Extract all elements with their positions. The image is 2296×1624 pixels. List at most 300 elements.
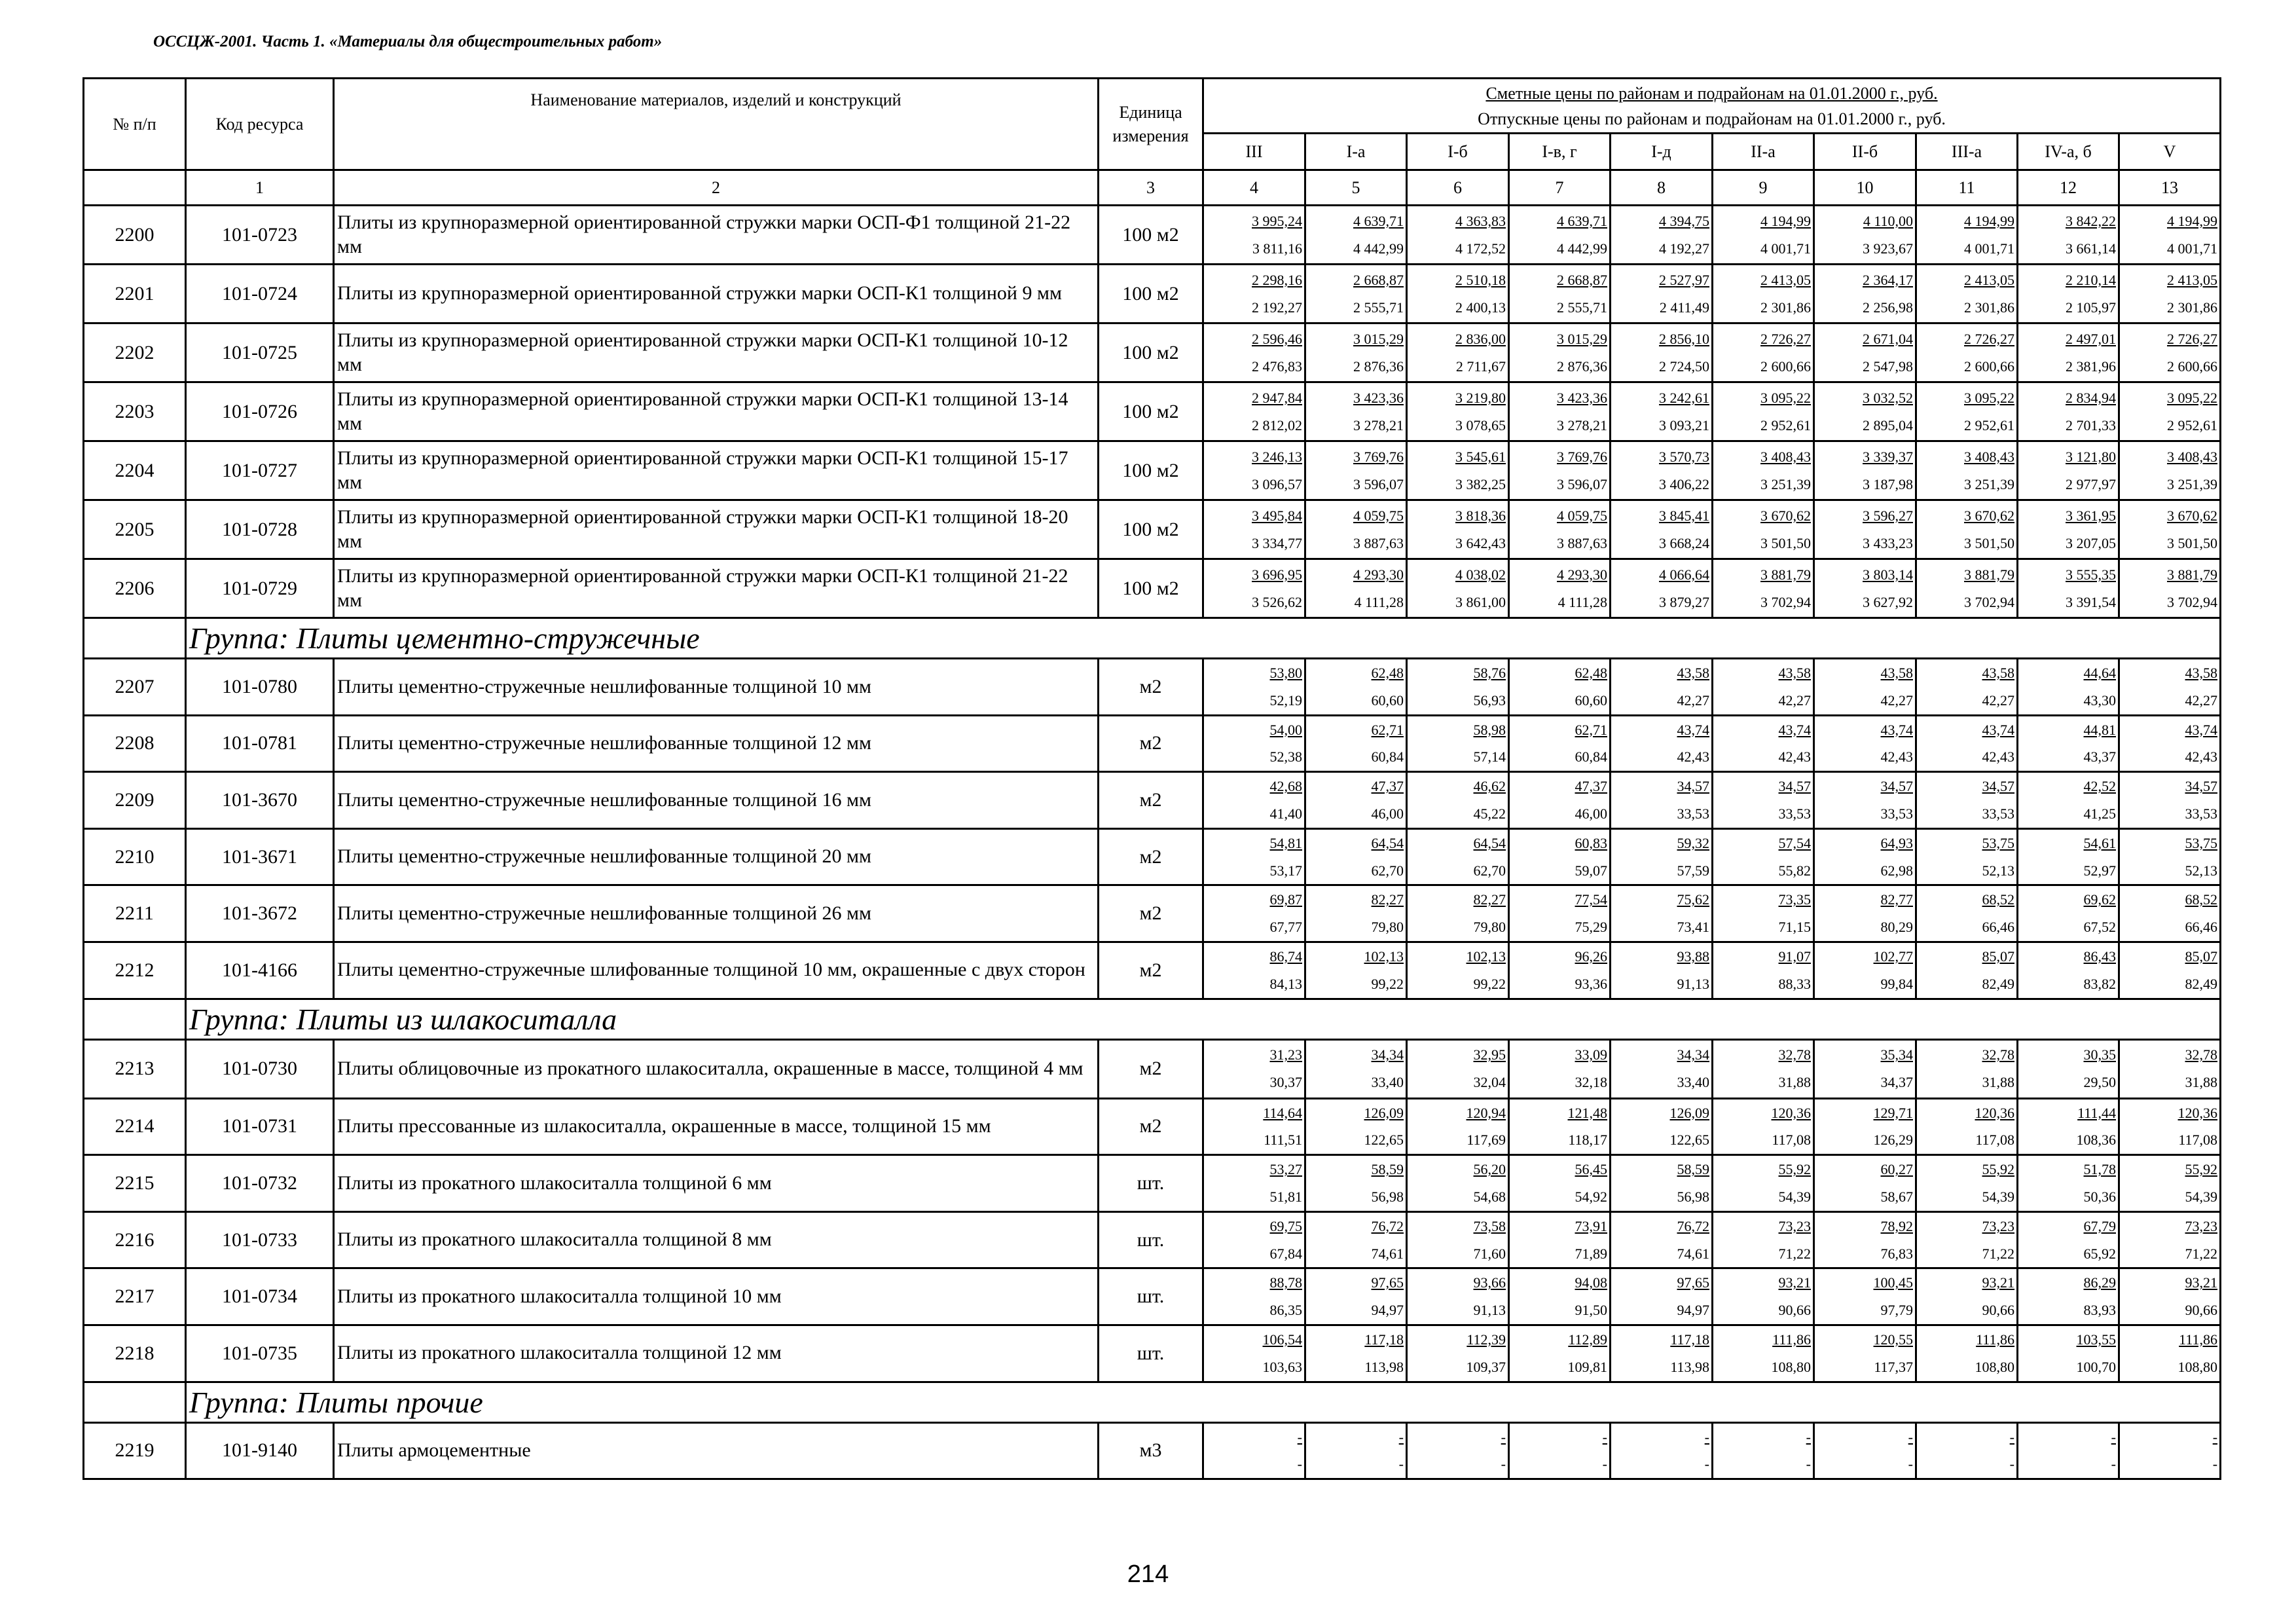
price-cell bbox=[1305, 1098, 1407, 1155]
row-number: 2206 bbox=[84, 559, 186, 618]
price-cell bbox=[1814, 1268, 1916, 1325]
price-cell bbox=[1509, 559, 1611, 618]
estimate-price: 102,13 bbox=[1364, 948, 1404, 965]
estimate-price: 120,36 bbox=[2178, 1104, 2218, 1121]
estimate-price: - bbox=[1297, 1428, 1302, 1445]
price-cell bbox=[2018, 382, 2119, 441]
estimate-price: 102,13 bbox=[1466, 948, 1506, 965]
estimate-price: 97,65 bbox=[1371, 1274, 1404, 1291]
release-price: 4 001,71 bbox=[1964, 240, 2014, 257]
estimate-price: 4 639,71 bbox=[1353, 212, 1404, 229]
price-cell bbox=[1916, 885, 2018, 942]
price-cell bbox=[1407, 206, 1509, 265]
release-price: 67,77 bbox=[1269, 919, 1302, 936]
estimate-price: 76,72 bbox=[1371, 1217, 1404, 1234]
header-region: IV-а, б bbox=[2018, 134, 2119, 170]
estimate-price: 106,54 bbox=[1262, 1331, 1302, 1348]
header-unit: Единица измерения bbox=[1099, 79, 1203, 170]
table-row bbox=[84, 659, 2221, 716]
unit-of-measure: м3 bbox=[1099, 1422, 1203, 1479]
release-price: 74,61 bbox=[1677, 1245, 1709, 1262]
estimate-price: 4 194,99 bbox=[1964, 212, 2014, 229]
price-cell bbox=[1509, 323, 1611, 382]
release-price: 2 192,27 bbox=[1252, 299, 1302, 316]
material-name: Плиты из крупноразмерной ориентированной стружки марки ОСП-К1 толщиной 9 мм bbox=[334, 265, 1099, 323]
price-cell bbox=[1305, 828, 1407, 885]
estimate-price: 69,62 bbox=[2083, 891, 2116, 908]
estimate-price: 34,57 bbox=[2185, 778, 2218, 795]
estimate-price: 4 059,75 bbox=[1557, 507, 1607, 524]
release-price: 108,36 bbox=[2076, 1132, 2116, 1149]
unit-of-measure: м2 bbox=[1099, 772, 1203, 829]
estimate-price: 58,98 bbox=[1473, 721, 1506, 738]
price-cell bbox=[2018, 500, 2119, 559]
price-cell bbox=[1407, 559, 1509, 618]
estimate-price: 3 696,95 bbox=[1252, 566, 1302, 583]
estimate-price: 94,08 bbox=[1575, 1274, 1607, 1291]
price-cell bbox=[2119, 772, 2221, 829]
release-price: 90,66 bbox=[1982, 1302, 2014, 1319]
release-price: 4 192,27 bbox=[1659, 240, 1709, 257]
price-cell bbox=[1509, 1039, 1611, 1098]
release-price: 2 812,02 bbox=[1252, 416, 1302, 434]
estimate-price: 64,54 bbox=[1473, 834, 1506, 851]
price-cell bbox=[1814, 1325, 1916, 1382]
release-price: 3 596,07 bbox=[1557, 475, 1607, 492]
estimate-price: 43,74 bbox=[1982, 721, 2014, 738]
price-cell bbox=[1713, 1155, 1814, 1212]
release-price: 33,53 bbox=[1677, 805, 1709, 822]
estimate-price: 3 570,73 bbox=[1659, 448, 1709, 465]
material-name: Плиты прессованные из шлакоситалла, окрашенные в массе, толщиной 15 мм bbox=[334, 1098, 1099, 1155]
release-price: 4 001,71 bbox=[2167, 240, 2218, 257]
price-cell bbox=[1305, 885, 1407, 942]
estimate-price: 3 670,62 bbox=[1964, 507, 2014, 524]
release-price: 79,80 bbox=[1371, 919, 1404, 936]
release-price: 3 702,94 bbox=[1964, 593, 2014, 610]
material-name: Плиты из крупноразмерной ориентированной стружки марки ОСП-К1 толщиной 10-12 мм bbox=[334, 323, 1099, 382]
estimate-price: 120,55 bbox=[1873, 1331, 1913, 1348]
price-cell bbox=[1509, 1155, 1611, 1212]
release-price: 54,39 bbox=[1982, 1188, 2014, 1205]
release-price: 62,70 bbox=[1371, 862, 1404, 879]
price-cell bbox=[1814, 942, 1916, 999]
release-price: 42,43 bbox=[1677, 748, 1709, 766]
release-price: 29,50 bbox=[2083, 1074, 2116, 1091]
estimate-price: 3 095,22 bbox=[1760, 389, 1811, 406]
price-cell bbox=[1407, 265, 1509, 323]
document-header: ОССЦЖ-2001. Часть 1. «Материалы для общестроительных работ» bbox=[153, 33, 663, 50]
column-number: 10 bbox=[1814, 170, 1916, 206]
resource-code: 101-0731 bbox=[186, 1098, 334, 1155]
release-price: 66,46 bbox=[1982, 919, 2014, 936]
unit-of-measure: м2 bbox=[1099, 885, 1203, 942]
release-price: 2 600,66 bbox=[1760, 358, 1811, 375]
price-cell bbox=[1916, 828, 2018, 885]
estimate-price: 31,23 bbox=[1269, 1046, 1302, 1063]
estimate-price: 126,09 bbox=[1669, 1104, 1709, 1121]
release-price: 109,81 bbox=[1567, 1358, 1607, 1375]
price-cell bbox=[1203, 1211, 1305, 1268]
estimate-price: 62,48 bbox=[1371, 665, 1404, 681]
unit-of-measure: шт. bbox=[1099, 1155, 1203, 1212]
release-price: 75,29 bbox=[1575, 919, 1607, 936]
estimate-price: 47,37 bbox=[1371, 778, 1404, 795]
row-number: 2212 bbox=[84, 942, 186, 999]
estimate-price: 56,45 bbox=[1575, 1161, 1607, 1178]
price-cell bbox=[1713, 265, 1814, 323]
group-row bbox=[84, 999, 2221, 1039]
group-spacer bbox=[84, 618, 186, 659]
estimate-price: 3 769,76 bbox=[1557, 448, 1607, 465]
estimate-price: - bbox=[2009, 1428, 2014, 1445]
price-cell bbox=[1611, 1098, 1713, 1155]
estimate-price: - bbox=[1602, 1428, 1607, 1445]
material-name: Плиты из крупноразмерной ориентированной стружки марки ОСП-К1 толщиной 13-14 мм bbox=[334, 382, 1099, 441]
row-number: 2218 bbox=[84, 1325, 186, 1382]
price-cell bbox=[1509, 500, 1611, 559]
price-cell bbox=[1203, 1155, 1305, 1212]
column-number: 7 bbox=[1509, 170, 1611, 206]
column-number: 11 bbox=[1916, 170, 2018, 206]
price-cell bbox=[1814, 1039, 1916, 1098]
release-price: 4 001,71 bbox=[1760, 240, 1811, 257]
estimate-price: 4 639,71 bbox=[1557, 212, 1607, 229]
column-number: 4 bbox=[1203, 170, 1305, 206]
price-cell bbox=[1814, 441, 1916, 500]
release-price: 3 251,39 bbox=[1964, 475, 2014, 492]
header-region: I-а bbox=[1305, 134, 1407, 170]
release-price: 42,27 bbox=[1982, 692, 2014, 709]
estimate-price: 54,00 bbox=[1269, 721, 1302, 738]
header-region: V bbox=[2119, 134, 2221, 170]
estimate-price: 3 881,79 bbox=[1964, 566, 2014, 583]
release-price: 2 952,61 bbox=[1760, 416, 1811, 434]
release-price: 99,22 bbox=[1473, 975, 1506, 992]
release-price: 60,84 bbox=[1575, 748, 1607, 766]
estimate-price: 3 845,41 bbox=[1659, 507, 1709, 524]
estimate-price: 55,92 bbox=[1778, 1161, 1811, 1178]
release-price: 113,98 bbox=[1364, 1358, 1404, 1375]
price-cell bbox=[1611, 441, 1713, 500]
release-price: 56,93 bbox=[1473, 692, 1506, 709]
price-cell bbox=[1407, 885, 1509, 942]
resource-code: 101-3672 bbox=[186, 885, 334, 942]
release-price: 42,27 bbox=[2185, 692, 2218, 709]
estimate-price: 85,07 bbox=[1982, 948, 2014, 965]
row-number: 2217 bbox=[84, 1268, 186, 1325]
estimate-price: 111,86 bbox=[1976, 1331, 2014, 1348]
price-cell bbox=[1509, 942, 1611, 999]
release-price: 2 476,83 bbox=[1252, 358, 1302, 375]
estimate-price: 44,81 bbox=[2083, 721, 2116, 738]
material-name: Плиты из прокатного шлакоситалла толщиной 12 мм bbox=[334, 1325, 1099, 1382]
release-price: 4 111,28 bbox=[1354, 593, 1404, 610]
estimate-price: 32,78 bbox=[1982, 1046, 2014, 1063]
estimate-price: 4 394,75 bbox=[1659, 212, 1709, 229]
estimate-price: 42,68 bbox=[1269, 778, 1302, 795]
release-price: 33,53 bbox=[1778, 805, 1811, 822]
price-cell bbox=[1203, 500, 1305, 559]
estimate-price: 54,81 bbox=[1269, 834, 1302, 851]
estimate-price: 129,71 bbox=[1873, 1104, 1913, 1121]
release-price: 117,37 bbox=[1874, 1358, 1913, 1375]
release-price: 60,60 bbox=[1575, 692, 1607, 709]
material-name: Плиты цементно-стружечные нешлифованные толщиной 10 мм bbox=[334, 659, 1099, 716]
estimate-price: 3 121,80 bbox=[2066, 448, 2116, 465]
price-cell bbox=[1203, 382, 1305, 441]
price-cell bbox=[2018, 265, 2119, 323]
estimate-price: 2 671,04 bbox=[1863, 330, 1913, 347]
price-cell bbox=[1611, 265, 1713, 323]
price-cell bbox=[1611, 828, 1713, 885]
header-column-numbers-row bbox=[84, 170, 2221, 206]
release-price: 2 876,36 bbox=[1353, 358, 1404, 375]
row-number: 2202 bbox=[84, 323, 186, 382]
release-price: 66,46 bbox=[2185, 919, 2218, 936]
resource-code: 101-0723 bbox=[186, 206, 334, 265]
price-table bbox=[82, 77, 2221, 1480]
resource-code: 101-0727 bbox=[186, 441, 334, 500]
estimate-price: 75,62 bbox=[1677, 891, 1709, 908]
price-cell bbox=[2018, 942, 2119, 999]
release-price: 31,88 bbox=[2185, 1074, 2218, 1091]
estimate-price: 43,58 bbox=[1982, 665, 2014, 681]
material-name: Плиты из прокатного шлакоситалла толщиной 10 мм bbox=[334, 1268, 1099, 1325]
price-cell bbox=[1305, 715, 1407, 772]
price-cell bbox=[1509, 206, 1611, 265]
resource-code: 101-9140 bbox=[186, 1422, 334, 1479]
price-cell bbox=[1916, 1039, 2018, 1098]
estimate-price: 121,48 bbox=[1567, 1104, 1607, 1121]
price-cell bbox=[1407, 1039, 1509, 1098]
estimate-price: 4 059,75 bbox=[1353, 507, 1404, 524]
estimate-price: 77,54 bbox=[1575, 891, 1607, 908]
table-row bbox=[84, 206, 2221, 265]
price-cell bbox=[1916, 942, 2018, 999]
release-price: - bbox=[2212, 1456, 2218, 1473]
estimate-price: 2 856,10 bbox=[1659, 330, 1709, 347]
estimate-price: 114,64 bbox=[1263, 1104, 1302, 1121]
table-row bbox=[84, 715, 2221, 772]
release-price: 50,36 bbox=[2083, 1188, 2116, 1205]
release-price: 60,60 bbox=[1371, 692, 1404, 709]
row-number: 2205 bbox=[84, 500, 186, 559]
price-cell bbox=[1305, 323, 1407, 382]
release-price: 2 600,66 bbox=[2167, 358, 2218, 375]
release-price: 43,37 bbox=[2083, 748, 2116, 766]
release-price: 97,79 bbox=[1880, 1302, 1913, 1319]
price-cell bbox=[1814, 1155, 1916, 1212]
header-region: I-в, г bbox=[1509, 134, 1611, 170]
release-price: 60,84 bbox=[1371, 748, 1404, 766]
price-cell bbox=[1305, 1422, 1407, 1479]
estimate-price: 62,71 bbox=[1575, 721, 1607, 738]
estimate-price: 3 670,62 bbox=[2167, 507, 2218, 524]
price-cell bbox=[1305, 1325, 1407, 1382]
estimate-price: 32,95 bbox=[1473, 1046, 1506, 1063]
price-cell bbox=[1203, 942, 1305, 999]
resource-code: 101-4166 bbox=[186, 942, 334, 999]
price-cell bbox=[1611, 885, 1713, 942]
release-price: 31,88 bbox=[1982, 1074, 2014, 1091]
estimate-price: 117,18 bbox=[1364, 1331, 1404, 1348]
estimate-price: 59,32 bbox=[1677, 834, 1709, 851]
release-price: 2 381,96 bbox=[2066, 358, 2116, 375]
estimate-price: 34,34 bbox=[1677, 1046, 1709, 1063]
group-spacer bbox=[84, 1382, 186, 1422]
column-number: 8 bbox=[1611, 170, 1713, 206]
release-price: - bbox=[1704, 1456, 1709, 1473]
price-cell bbox=[1814, 828, 1916, 885]
price-cell bbox=[1305, 441, 1407, 500]
release-price: 3 879,27 bbox=[1659, 593, 1709, 610]
release-price: 43,30 bbox=[2083, 692, 2116, 709]
price-cell bbox=[2018, 659, 2119, 716]
estimate-price: 120,36 bbox=[1771, 1104, 1811, 1121]
price-cell bbox=[2018, 559, 2119, 618]
release-price: 32,04 bbox=[1473, 1074, 1506, 1091]
price-cell bbox=[1407, 1268, 1509, 1325]
release-price: 42,27 bbox=[1778, 692, 1811, 709]
estimate-price: 44,64 bbox=[2083, 665, 2116, 681]
release-price: 3 334,77 bbox=[1252, 534, 1302, 551]
price-cell bbox=[1916, 1098, 2018, 1155]
price-cell bbox=[2018, 715, 2119, 772]
release-price: 2 256,98 bbox=[1863, 299, 1913, 316]
release-price: - bbox=[2009, 1456, 2014, 1473]
header-region: II-б bbox=[1814, 134, 1916, 170]
resource-code: 101-0734 bbox=[186, 1268, 334, 1325]
estimate-price: 2 726,27 bbox=[2167, 330, 2218, 347]
price-cell bbox=[1713, 1422, 1814, 1479]
release-price: 33,53 bbox=[1982, 805, 2014, 822]
group-row bbox=[84, 618, 2221, 659]
estimate-price: 4 110,00 bbox=[1863, 212, 1913, 229]
estimate-price: 3 842,22 bbox=[2066, 212, 2116, 229]
estimate-price: 2 413,05 bbox=[1760, 271, 1811, 288]
resource-code: 101-0724 bbox=[186, 265, 334, 323]
group-title: Группа: Плиты цементно-стружечные bbox=[186, 618, 2221, 659]
release-price: 93,36 bbox=[1575, 975, 1607, 992]
release-price: 3 887,63 bbox=[1353, 534, 1404, 551]
estimate-price: 73,23 bbox=[2185, 1217, 2218, 1234]
price-cell bbox=[1916, 1155, 2018, 1212]
release-price: 65,92 bbox=[2083, 1245, 2116, 1262]
estimate-price: 73,23 bbox=[1778, 1217, 1811, 1234]
price-cell bbox=[2018, 1211, 2119, 1268]
release-price: 52,19 bbox=[1269, 692, 1302, 709]
estimate-price: 60,83 bbox=[1575, 834, 1607, 851]
price-cell bbox=[1407, 828, 1509, 885]
estimate-price: 53,80 bbox=[1269, 665, 1302, 681]
price-cell bbox=[1203, 1325, 1305, 1382]
unit-of-measure: м2 bbox=[1099, 1039, 1203, 1098]
release-price: 103,63 bbox=[1262, 1358, 1302, 1375]
estimate-price: - bbox=[1501, 1428, 1506, 1445]
unit-of-measure: 100 м2 bbox=[1099, 323, 1203, 382]
estimate-price: 56,20 bbox=[1473, 1161, 1506, 1178]
price-cell bbox=[2119, 382, 2221, 441]
price-cell bbox=[1203, 559, 1305, 618]
estimate-price: 58,76 bbox=[1473, 665, 1506, 681]
estimate-price: 2 413,05 bbox=[2167, 271, 2218, 288]
price-cell bbox=[2018, 206, 2119, 265]
estimate-price: 3 769,76 bbox=[1353, 448, 1404, 465]
release-price: 58,67 bbox=[1880, 1188, 1913, 1205]
price-cell bbox=[1916, 382, 2018, 441]
release-price: 2 547,98 bbox=[1863, 358, 1913, 375]
release-price: 52,13 bbox=[2185, 862, 2218, 879]
price-cell bbox=[1713, 382, 1814, 441]
release-price: 117,08 bbox=[1975, 1132, 2014, 1149]
unit-of-measure: 100 м2 bbox=[1099, 265, 1203, 323]
release-price: 42,27 bbox=[1677, 692, 1709, 709]
price-cell bbox=[1814, 559, 1916, 618]
table-row bbox=[84, 441, 2221, 500]
release-price: 41,40 bbox=[1269, 805, 1302, 822]
estimate-price: 57,54 bbox=[1778, 834, 1811, 851]
estimate-price: 2 210,14 bbox=[2066, 271, 2116, 288]
material-name: Плиты цементно-стружечные нешлифованные толщиной 12 мм bbox=[334, 715, 1099, 772]
estimate-price: - bbox=[1704, 1428, 1709, 1445]
release-price: 117,08 bbox=[1772, 1132, 1811, 1149]
price-cell bbox=[1509, 659, 1611, 716]
row-number: 2211 bbox=[84, 885, 186, 942]
release-price: 99,84 bbox=[1880, 975, 1913, 992]
estimate-price: 4 293,30 bbox=[1557, 566, 1607, 583]
material-name: Плиты цементно-стружечные нешлифованные толщиной 16 мм bbox=[334, 772, 1099, 829]
release-price: 2 411,49 bbox=[1659, 299, 1709, 316]
price-cell bbox=[1713, 206, 1814, 265]
estimate-price: 54,61 bbox=[2083, 834, 2116, 851]
release-price: 52,38 bbox=[1269, 748, 1302, 766]
table-row bbox=[84, 942, 2221, 999]
estimate-price: 102,77 bbox=[1873, 948, 1913, 965]
estimate-price: 42,52 bbox=[2083, 778, 2116, 795]
price-cell bbox=[1611, 559, 1713, 618]
estimate-price: 46,62 bbox=[1473, 778, 1506, 795]
release-price: 117,69 bbox=[1467, 1132, 1506, 1149]
release-price: 56,98 bbox=[1371, 1188, 1404, 1205]
estimate-price: 34,34 bbox=[1371, 1046, 1404, 1063]
release-price: 71,22 bbox=[1778, 1245, 1811, 1262]
release-price: - bbox=[1908, 1456, 1913, 1473]
release-price: 3 668,24 bbox=[1659, 534, 1709, 551]
estimate-price: 82,27 bbox=[1371, 891, 1404, 908]
release-price: 80,29 bbox=[1880, 919, 1913, 936]
column-number: 2 bbox=[334, 170, 1099, 206]
release-price: 2 400,13 bbox=[1455, 299, 1506, 316]
material-name: Плиты из прокатного шлакоситалла толщиной 6 мм bbox=[334, 1155, 1099, 1212]
release-price: 3 406,22 bbox=[1659, 475, 1709, 492]
release-price: 91,50 bbox=[1575, 1302, 1607, 1319]
release-price: 42,27 bbox=[1880, 692, 1913, 709]
unit-of-measure: м2 bbox=[1099, 828, 1203, 885]
release-price: 53,17 bbox=[1269, 862, 1302, 879]
header-code: Код ресурса bbox=[186, 79, 334, 170]
estimate-price: 120,36 bbox=[1975, 1104, 2014, 1121]
estimate-price: 47,37 bbox=[1575, 778, 1607, 795]
price-cell bbox=[1203, 772, 1305, 829]
release-price: 109,37 bbox=[1466, 1358, 1506, 1375]
unit-of-measure: 100 м2 bbox=[1099, 559, 1203, 618]
unit-of-measure: м2 bbox=[1099, 1098, 1203, 1155]
table-row bbox=[84, 382, 2221, 441]
release-price: 82,49 bbox=[2185, 975, 2218, 992]
resource-code: 101-0735 bbox=[186, 1325, 334, 1382]
estimate-price: 69,87 bbox=[1269, 891, 1302, 908]
